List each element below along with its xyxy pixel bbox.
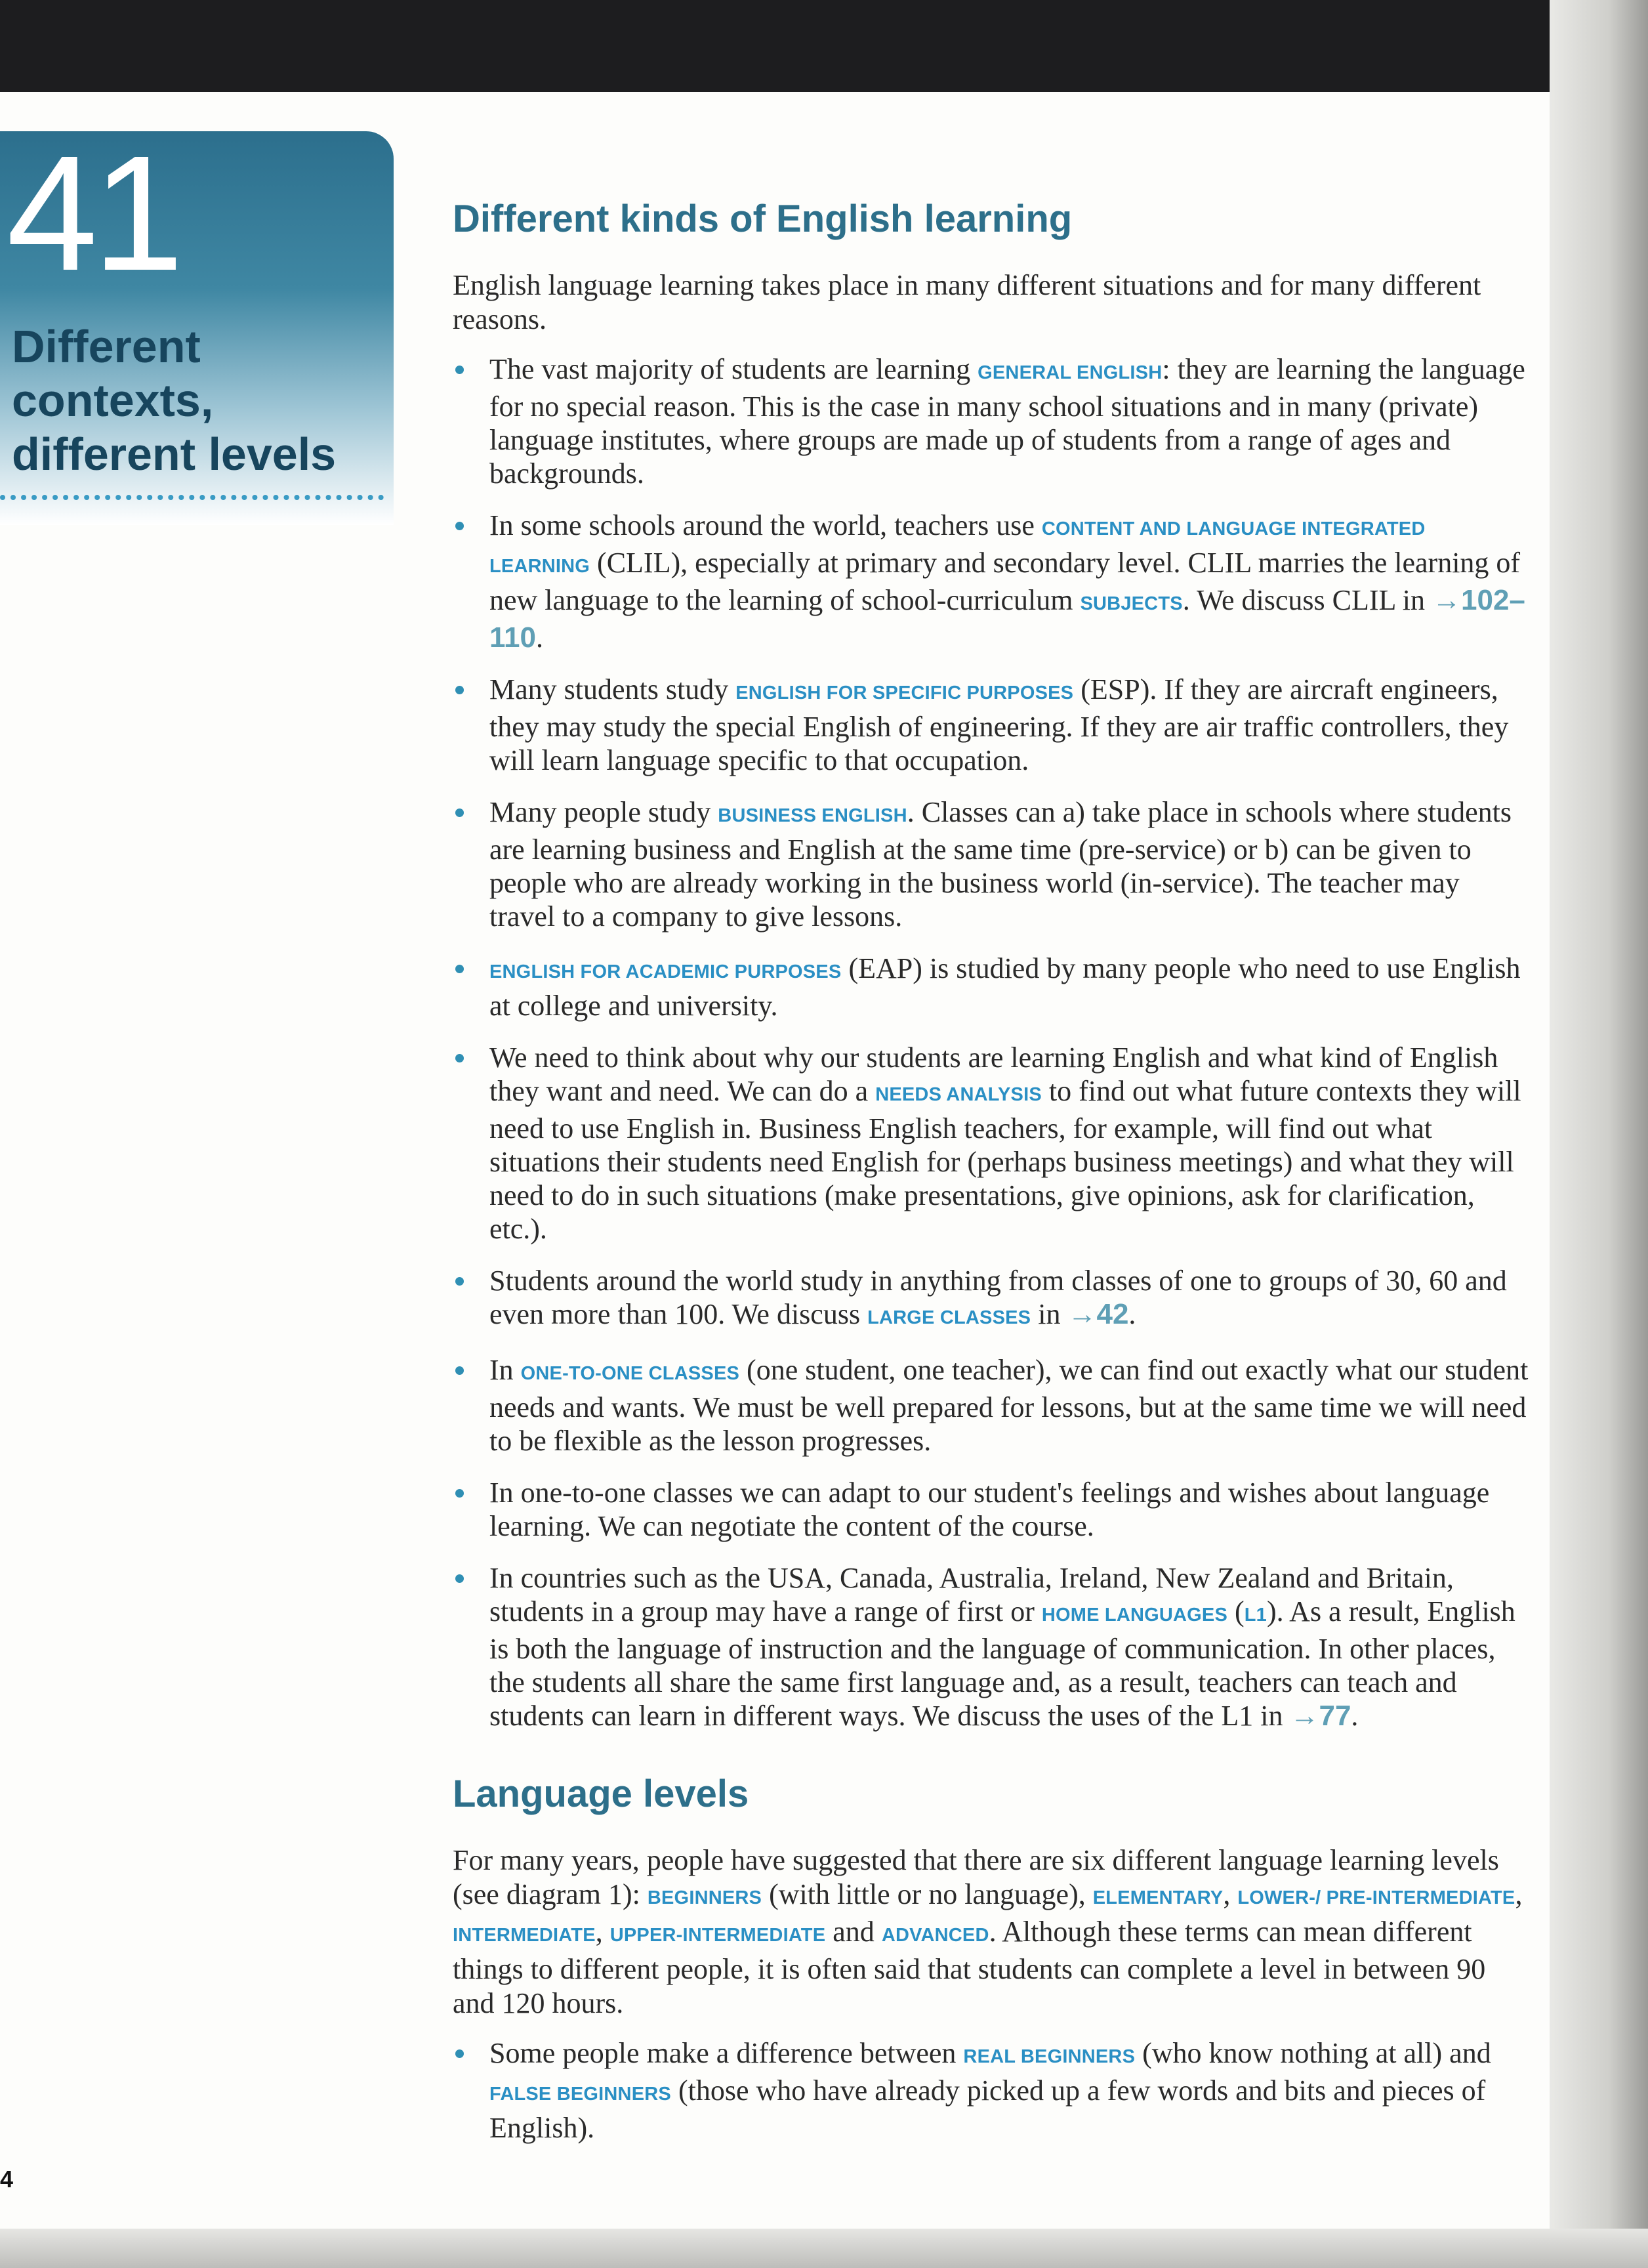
cross-reference: →102–110 (489, 584, 1525, 654)
glossary-term: BEGINNERS (647, 1887, 762, 1908)
scan-bottom-edge (0, 2229, 1648, 2268)
bullet-list-kinds (453, 352, 1529, 1732)
glossary-term: LOWER-/ PRE-INTERMEDIATE (1237, 1887, 1515, 1908)
glossary-term: UPPER-INTERMEDIATE (609, 1925, 826, 1946)
list-item: In ONE-TO-ONE CLASSES (one student, one teacher), we can find out exactly what our student needs and wants. We must be well prepared for lessons, but at the same time we will need to be flexible as the lesson progresses. (453, 1353, 1529, 1458)
glossary-term: L1 (1244, 1605, 1267, 1626)
list-item: In countries such as the USA, Canada, Australia, Ireland, New Zealand and Britain, students in a group may have a range of first or HOME LANGUAGES (L1). As a result, English is both the language of instruction and the language of communication. In other places, the students all share the same first language and, as a result, teachers can teach and students can learn in different ways. We discuss the uses of the L1 in →77. (453, 1561, 1529, 1732)
cross-reference: →77 (1290, 1700, 1351, 1732)
levels-paragraph: For many years, people have suggested that there are six different language learning levels (see diagram 1): BEGINNERS (with little or no language), ELEMENTARY, LOWER-/ PRE-INTERMEDIATE, INTERMEDIATE, UPPER-INTERMEDIATE and ADVANCED. Although these terms can mean different things to different people, it is often said that students can complete a level in between 90 and 120 hours. (453, 1844, 1523, 2019)
unit-number: 41 (7, 121, 179, 304)
section-language-levels (453, 1772, 1529, 2145)
list-item: ENGLISH FOR ACADEMIC PURPOSES (EAP) is studied by many people who need to use English at college and university. (453, 952, 1529, 1022)
list-item: Many people study BUSINESS ENGLISH. Classes can a) take place in schools where students are learning business and English at the same time (pre-service) or b) can be given to people who are already working in the business world (in-service). The teacher may travel to a company to give lessons. (453, 795, 1529, 933)
bullet-list-levels (453, 2036, 1529, 2145)
section-heading-levels: Language levels (453, 1773, 749, 1815)
section-heading-kinds: Different kinds of English learning (453, 198, 1073, 240)
list-item: The vast majority of students are learning GENERAL ENGLISH: they are learning the language for no special reason. This is the case in many school situations and in many (private) language institutes, where groups are made up of students from a range of ages and backgrounds. (453, 352, 1529, 490)
glossary-term: ADVANCED (881, 1925, 989, 1946)
glossary-term: GENERAL ENGLISH (978, 362, 1163, 383)
glossary-term: CONTENT AND LANGUAGE INTEGRATED LEARNING (489, 518, 1426, 577)
list-item: Some people make a difference between REAL BEGINNERS (who know nothing at all) and FALSE BEGINNERS (those who have already picked up a few words and bits and pieces of English). (453, 2036, 1529, 2145)
unit-title: Different contexts, different levels (12, 321, 337, 480)
page-number: 4 (0, 2166, 14, 2193)
list-item: In some schools around the world, teachers use CONTENT AND LANGUAGE INTEGRATED LEARNING (CLIL), especially at primary and secondary level. CLIL marries the learning of new language to the learning of school-curriculum SUBJECTS. We discuss CLIL in →102–110. (453, 509, 1529, 654)
glossary-term: ELEMENTARY (1092, 1887, 1224, 1908)
main-content (453, 197, 1529, 2163)
glossary-term: FALSE BEGINNERS (489, 2084, 671, 2105)
intro-paragraph: English language learning takes place in many different situations and for many different reasons. (453, 269, 1481, 335)
glossary-term: BUSINESS ENGLISH (718, 805, 907, 826)
list-item: We need to think about why our students are learning English and what kind of English they want and need. We can do a NEEDS ANALYSIS to find out what future contexts they will need to use English in. Business English teachers, for example, will find out what situations their students need English for (perhaps business meetings) and what they will need to do in such situations (make presentations, give opinions, ask for clarification, etc.). (453, 1041, 1529, 1246)
glossary-term: NEEDS ANALYSIS (875, 1084, 1042, 1105)
glossary-term: ENGLISH FOR SPECIFIC PURPOSES (735, 682, 1074, 704)
page-gutter (1550, 0, 1648, 2268)
glossary-term: ENGLISH FOR ACADEMIC PURPOSES (489, 961, 842, 982)
glossary-term: INTERMEDIATE (453, 1925, 596, 1946)
scan-top-edge (0, 0, 1648, 92)
list-item: In one-to-one classes we can adapt to our student's feelings and wishes about language learning. We can negotiate the content of the course. (453, 1476, 1529, 1543)
glossary-term: REAL BEGINNERS (963, 2046, 1136, 2067)
glossary-term: HOME LANGUAGES (1041, 1605, 1228, 1626)
list-item: Students around the world study in anything from classes of one to groups of 30, 60 and even more than 100. We discuss LARGE CLASSES in →42. (453, 1264, 1529, 1335)
list-item: Many students study ENGLISH FOR SPECIFIC PURPOSES (ESP). If they are aircraft engineers, they may study the special English of engineering. If they are air traffic controllers, they will learn language specific to that occupation. (453, 673, 1529, 777)
glossary-term: LARGE CLASSES (867, 1307, 1031, 1328)
glossary-term: ONE-TO-ONE CLASSES (520, 1363, 740, 1384)
glossary-term: SUBJECTS (1080, 593, 1183, 614)
cross-reference: →42 (1067, 1298, 1129, 1330)
dotted-divider (0, 495, 384, 500)
